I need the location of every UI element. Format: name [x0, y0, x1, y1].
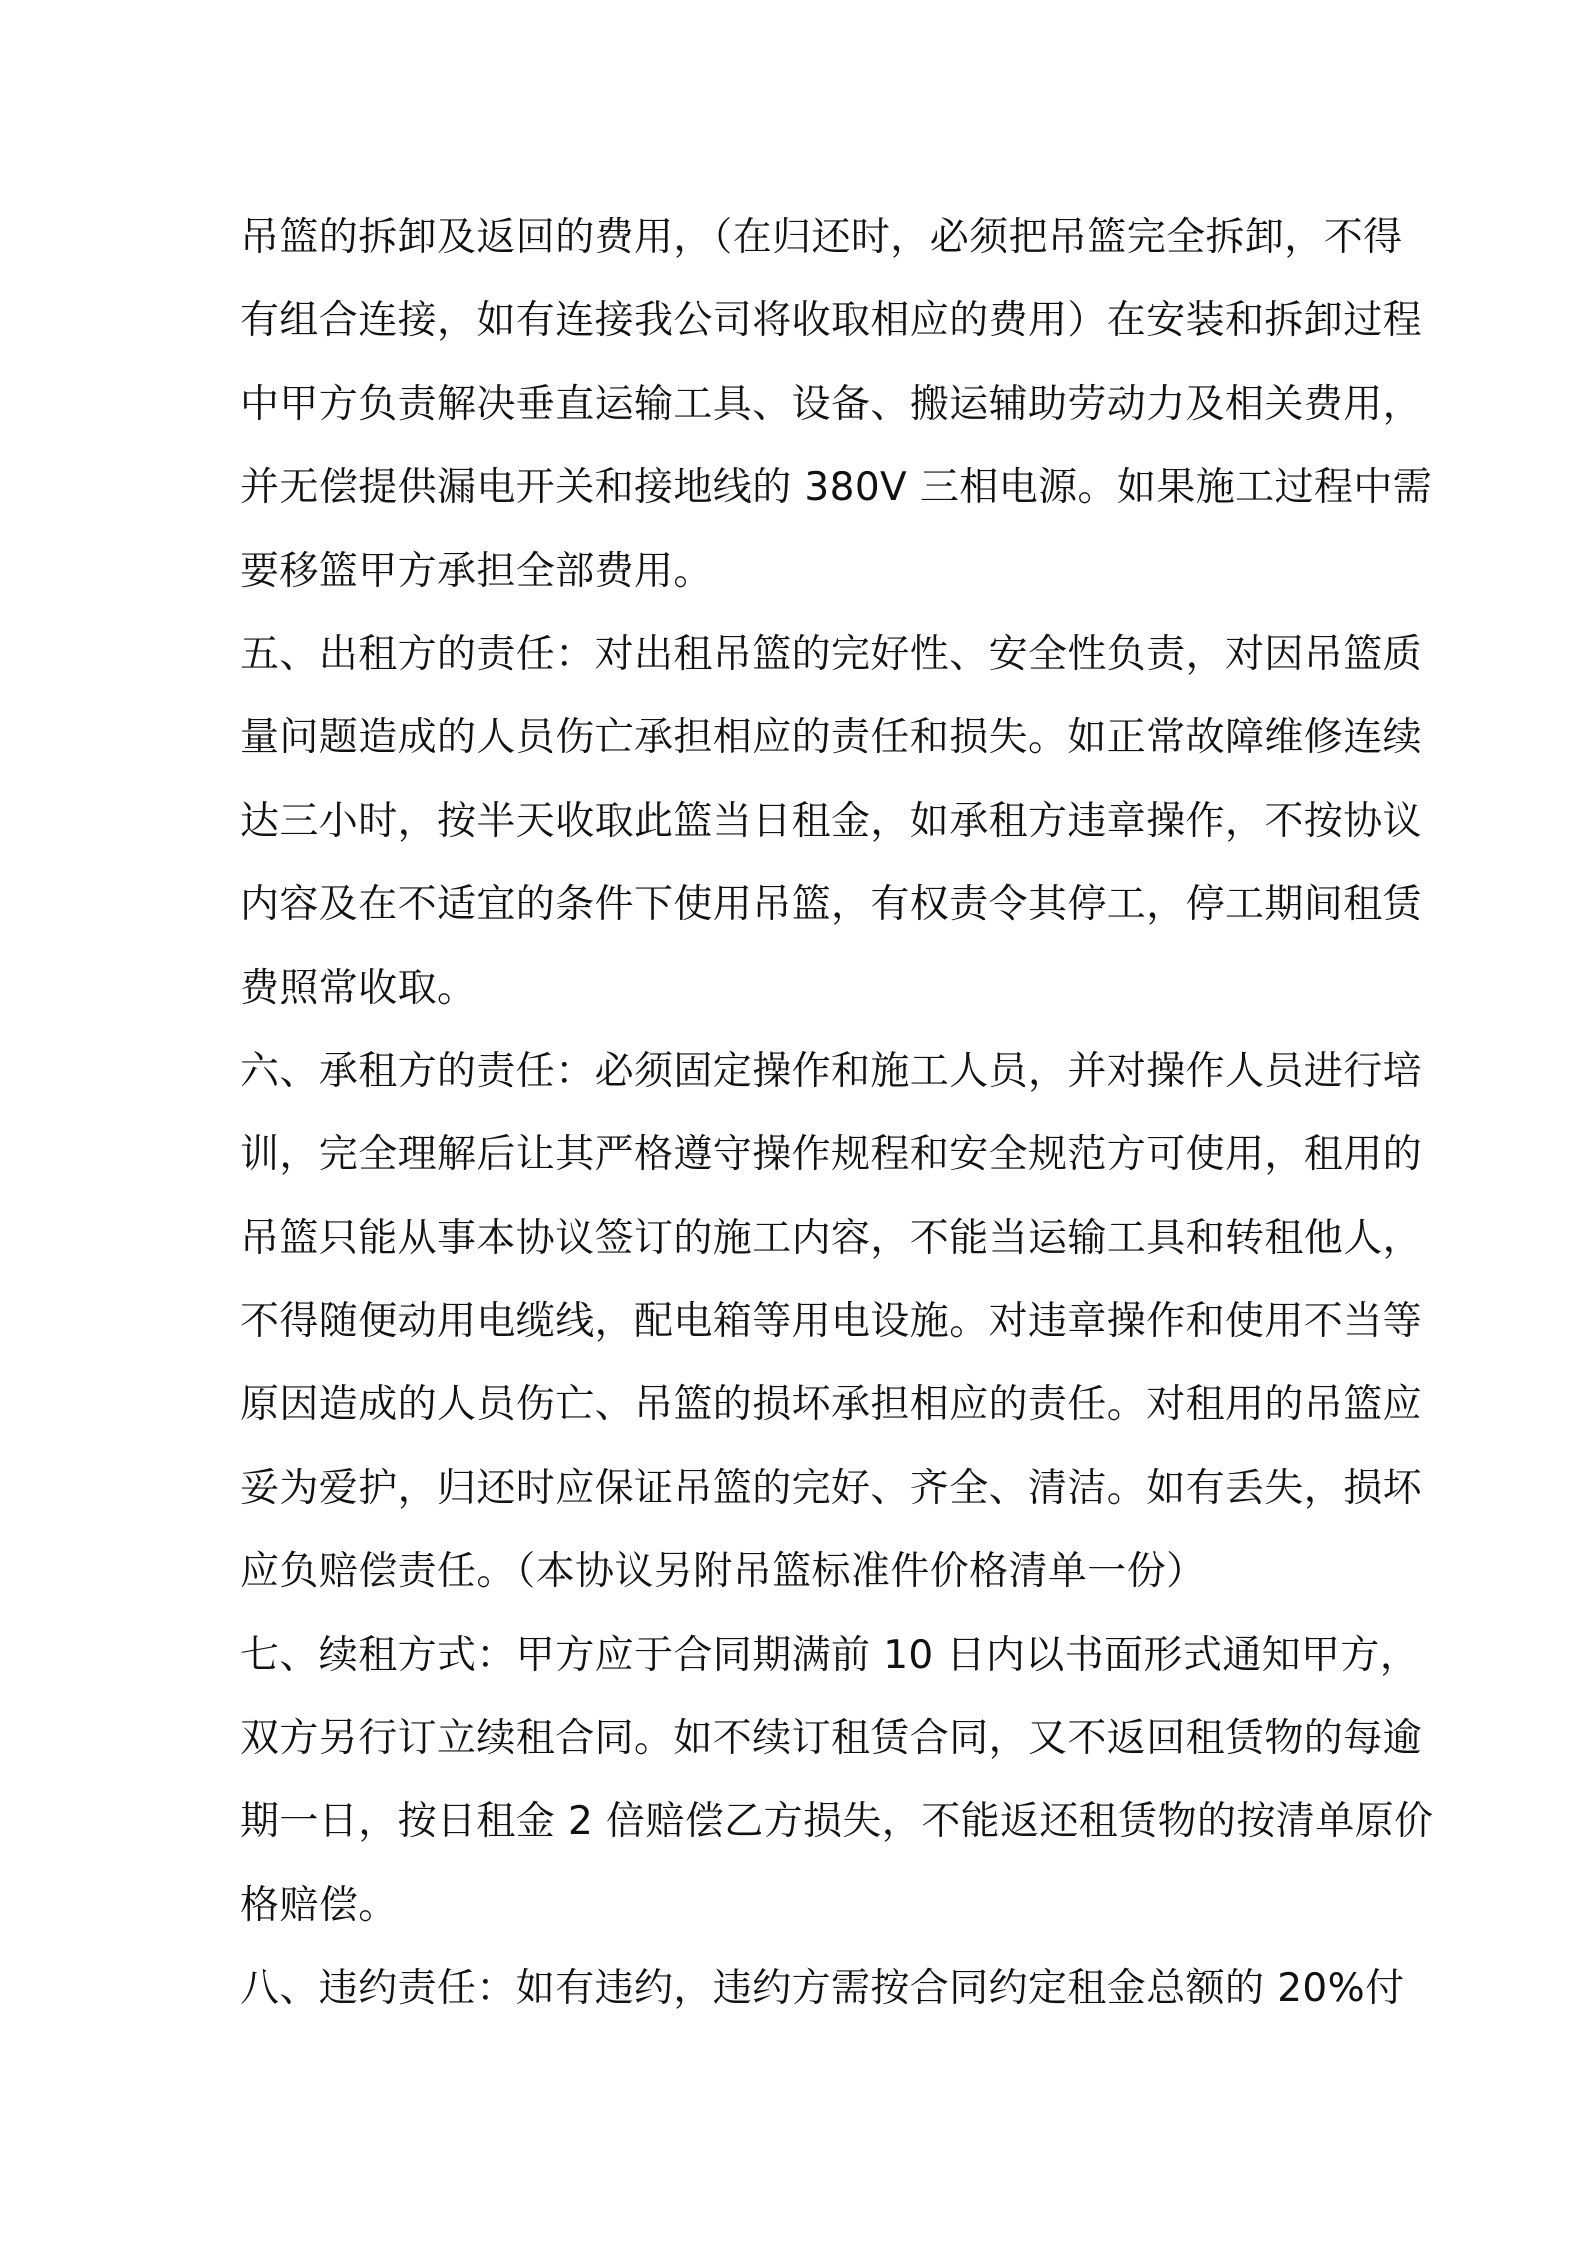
text-line: 格赔偿。	[240, 1882, 398, 1928]
section-5-line: 五、出租方的责任：对出租吊篮的完好性、安全性负责，对因吊篮质	[240, 631, 1423, 677]
contract-text-body	[240, 196, 1434, 2031]
text-line: 不得随便动用电缆线，配电箱等用电设施。对违章操作和使用不当等	[240, 1299, 1423, 1345]
text-line: 费照常收取。	[240, 965, 477, 1011]
text-line: 中甲方负责解决垂直运输工具、设备、搬运辅助劳动力及相关费用，	[240, 381, 1423, 427]
text-line: 并无偿提供漏电开关和接地线的 380V 三相电源。如果施工过程中需	[240, 465, 1433, 511]
section-8-line: 八、违约责任：如有违约，违约方需按合同约定租金总额的 20%付	[240, 1966, 1405, 2012]
text-line: 内容及在不适宜的条件下使用吊篮，有权责令其停工，停工期间租赁	[240, 882, 1423, 928]
section-7-line: 七、续租方式：甲方应于合同期满前 10 日内以书面形式通知甲方，	[240, 1632, 1420, 1678]
text-line: 应负赔偿责任。（本协议另附吊篮标准件价格清单一份）	[240, 1549, 1206, 1595]
text-line: 吊篮只能从事本协议签订的施工内容，不能当运输工具和转租他人，	[240, 1215, 1423, 1261]
text-line: 要移篮甲方承担全部费用。	[240, 548, 713, 594]
text-line: 期一日，按日租金 2 倍赔偿乙方损失，不能返还租赁物的按清单原价	[240, 1799, 1434, 1845]
section-6-line: 六、承租方的责任：必须固定操作和施工人员，并对操作人员进行培	[240, 1048, 1423, 1094]
text-line: 吊篮的拆卸及返回的费用，（在归还时，必须把吊篮完全拆卸，不得	[240, 215, 1403, 260]
text-line: 有组合连接，如有连接我公司将收取相应的费用）在安装和拆卸过程	[240, 298, 1423, 344]
text-line: 原因造成的人员伤亡、吊篮的损坏承担相应的责任。对租用的吊篮应	[240, 1382, 1423, 1428]
text-line: 达三小时，按半天收取此篮当日租金，如承租方违章操作，不按协议	[240, 798, 1423, 844]
text-line: 妥为爱护，归还时应保证吊篮的完好、齐全、清洁。如有丢失，损坏	[240, 1465, 1423, 1511]
text-line: 双方另行订立续租合同。如不续订租赁合同，又不返回租赁物的每逾	[240, 1716, 1423, 1762]
text-line: 量问题造成的人员伤亡承担相应的责任和损失。如正常故障维修连续	[240, 715, 1423, 761]
text-line: 训，完全理解后让其严格遵守操作规程和安全规范方可使用，租用的	[240, 1132, 1423, 1178]
